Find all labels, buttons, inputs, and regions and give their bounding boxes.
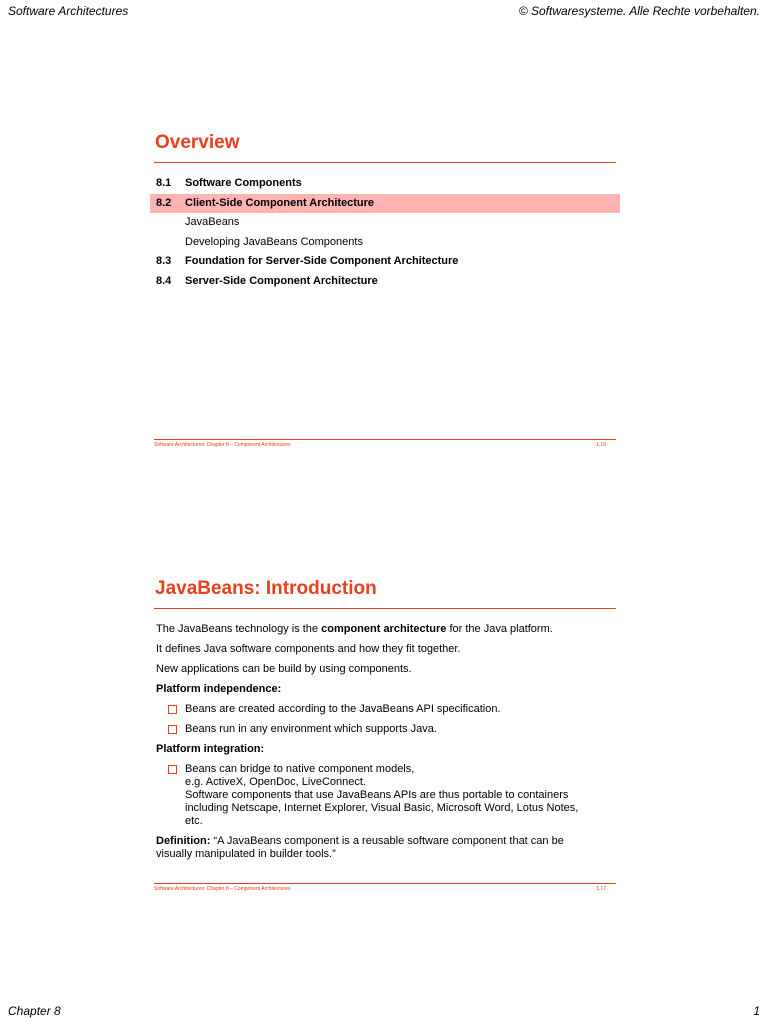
slide-footer — [150, 883, 620, 896]
toc-number: 8.3 — [156, 255, 172, 268]
bullet-item — [156, 723, 620, 736]
slide-body — [150, 623, 620, 861]
toc-number: 8.1 — [156, 177, 172, 189]
intro-emphasis: component architecture — [321, 623, 447, 635]
toc-item-8-3 — [150, 252, 620, 272]
bullet-text: etc. — [185, 815, 203, 827]
title-divider — [154, 162, 616, 163]
bullet-item — [156, 763, 620, 828]
slide-footer — [150, 439, 620, 452]
definition-text: visually manipulated in builder tools.” — [156, 848, 336, 860]
definition-paragraph — [156, 835, 620, 861]
bullet-text: including Netscape, Internet Explorer, Visual Basic, Microsoft Word, Lotus Notes, — [185, 802, 579, 814]
bullet-text: Beans can bridge to native component models, — [185, 763, 415, 775]
bullet-text: Beans are created according to the JavaBeans API specification. — [185, 703, 501, 715]
section-heading: Platform independence: — [156, 683, 282, 695]
definition-label: Definition: — [156, 835, 211, 847]
toc-label: Server-Side Component Architecture — [185, 274, 378, 287]
slide-number: 1.16 — [596, 442, 606, 448]
page-header — [8, 4, 760, 20]
footer-chapter: Chapter 8 — [8, 1004, 61, 1018]
toc-number: 8.2 — [156, 196, 172, 209]
definition-text: “A JavaBeans component is a reusable software component that can be — [210, 835, 564, 847]
toc-subitem-developing — [150, 233, 620, 253]
toc-label: JavaBeans — [185, 216, 240, 229]
bullet-item — [156, 703, 620, 716]
bullet-text: Software components that use JavaBeans APIs are thus portable to containers — [185, 789, 569, 801]
footer-page-number: 1 — [753, 1004, 760, 1018]
square-bullet-icon — [168, 765, 177, 774]
slide-title: Overview — [155, 132, 240, 153]
square-bullet-icon — [168, 705, 177, 714]
slide-title: JavaBeans: Introduction — [155, 578, 377, 599]
intro-paragraph — [156, 623, 620, 636]
footer-divider — [154, 883, 616, 884]
title-divider — [154, 608, 616, 609]
paragraph: New applications can be build by using components. — [156, 663, 412, 675]
slide-number: 1.17 — [596, 886, 606, 892]
slide-footer-text: Software Architectures: Chapter 8 – Component Architectures — [154, 442, 291, 448]
bullet-text: Beans run in any environment which supports Java. — [185, 723, 437, 735]
intro-text-end: for the Java platform. — [446, 623, 553, 635]
toc-number: 8.4 — [156, 274, 172, 287]
toc-label: Software Components — [185, 177, 302, 189]
bullet-text: e.g. ActiveX, OpenDoc, LiveConnect. — [185, 776, 366, 788]
header-doc-title: Software Architectures — [8, 4, 129, 18]
section-heading: Platform integration: — [156, 743, 265, 755]
slide-overview — [150, 131, 620, 448]
toc-label: Developing JavaBeans Components — [185, 235, 363, 248]
slide-javabeans-introduction — [150, 577, 620, 892]
square-bullet-icon — [168, 725, 177, 734]
table-of-contents — [150, 174, 620, 292]
toc-label: Client-Side Component Architecture — [185, 196, 375, 209]
paragraph: It defines Java software components and how they fit together. — [156, 643, 461, 655]
footer-divider — [154, 439, 616, 440]
toc-item-8-1 — [150, 174, 620, 194]
toc-subitem-javabeans — [150, 213, 620, 233]
slide-footer-text: Software Architectures: Chapter 8 – Component Architectures — [154, 886, 291, 892]
toc-item-8-2-current — [150, 194, 620, 214]
page-footer — [8, 1004, 760, 1020]
header-copyright: © Softwaresysteme. Alle Rechte vorbehalten. — [518, 4, 760, 18]
toc-label: Foundation for Server-Side Component Architecture — [185, 255, 459, 268]
toc-item-8-4 — [150, 272, 620, 292]
intro-text: The JavaBeans technology is the — [156, 623, 322, 635]
